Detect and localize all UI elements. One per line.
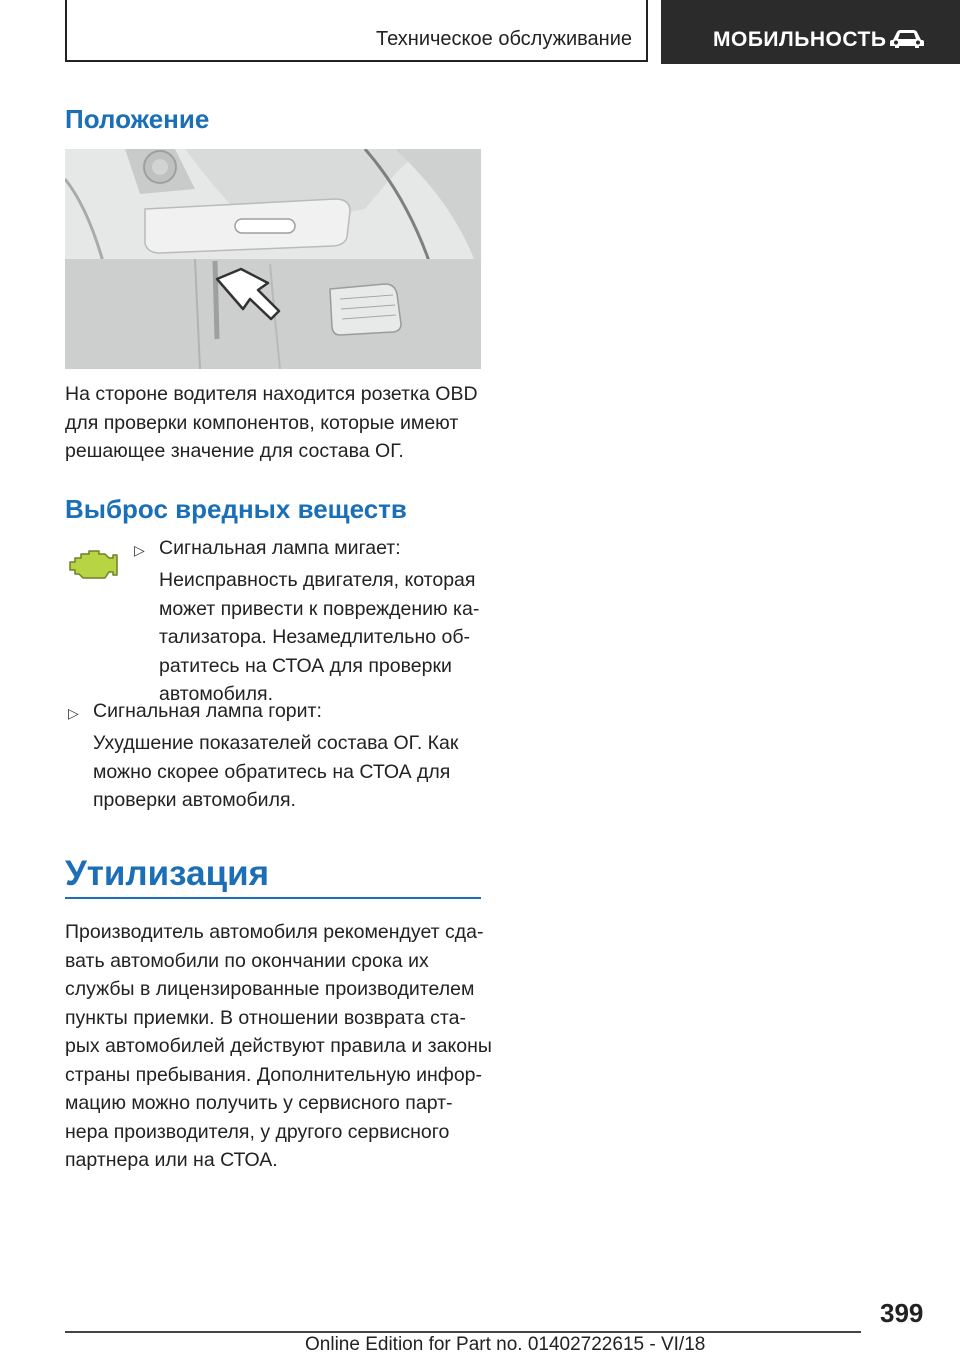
- disposal-text: [65, 918, 492, 1175]
- position-caption: [65, 380, 478, 466]
- section-title-position: Положение: [65, 104, 210, 134]
- disposal-line: мацию можно получить у сервисного парт-: [65, 1092, 453, 1114]
- emission-item-line: проверки автомобиля.: [93, 789, 296, 811]
- disposal-line: пункты приемки. В отношении возврата ста-: [65, 1006, 466, 1029]
- disposal-line: страны пребывания. Дополнительную инфор-: [65, 1063, 483, 1086]
- position-caption-line: На стороне водителя находится розетка OBD: [65, 383, 478, 405]
- disposal-line: партнера или на СТОА.: [65, 1149, 278, 1171]
- bullet-triangle-icon: ▷: [134, 542, 145, 558]
- emission-item-text: [159, 566, 479, 709]
- obd-socket-photo: [65, 149, 481, 369]
- emission-item-line: Неисправность двигателя, которая: [159, 569, 476, 591]
- section-title-emissions: Выброс вредных веществ: [65, 494, 407, 524]
- bullet-triangle-icon: ▷: [68, 705, 79, 721]
- emission-item-label: Сигнальная лампа горит:: [93, 700, 322, 722]
- section-title-disposal: Утилизация: [65, 854, 270, 893]
- emission-item-line: Ухудшение показателей состава ОГ. Как: [93, 732, 459, 754]
- position-caption-line: для проверки компонентов, которые имеют: [65, 411, 459, 434]
- emission-item-line: ратитесь на СТОА для проверки: [159, 654, 452, 677]
- footer-edition: Online Edition for Part no. 01402722615 - VI/18: [305, 1334, 706, 1355]
- header-section-box: [65, 0, 648, 62]
- header-chapter-title: МОБИЛЬНОСТЬ: [713, 28, 887, 51]
- emission-item-text: [93, 729, 458, 815]
- car-icon: [889, 26, 925, 50]
- disposal-line: Производитель автомобиля рекомендует сда-: [65, 921, 484, 943]
- page-number: 399: [880, 1298, 924, 1328]
- header-section-title: Техническое обслуживание: [376, 28, 632, 50]
- emission-item-line: может привести к повреждению ка-: [159, 597, 480, 620]
- footer-divider: [65, 1331, 861, 1333]
- emission-item-line: автомобиля.: [159, 683, 274, 705]
- emission-item-line: тализатора. Незамедлительно об-: [159, 626, 471, 648]
- disposal-line: рых автомобилей действуют правила и законы: [65, 1035, 492, 1057]
- section-divider: [65, 897, 481, 899]
- emission-item-label: Сигнальная лампа мигает:: [159, 537, 401, 559]
- engine-warning-icon: [67, 548, 119, 584]
- disposal-line: нера производителя, у другого сервисного: [65, 1120, 450, 1143]
- disposal-line: службы в лицензированные производителем: [65, 978, 475, 1000]
- header-chapter-box: [661, 0, 960, 64]
- emission-item-line: можно скорее обратитесь на СТОА для: [93, 760, 451, 783]
- position-caption-line: решающее значение для состава ОГ.: [65, 440, 404, 462]
- disposal-line: вать автомобили по окончании срока их: [65, 949, 429, 972]
